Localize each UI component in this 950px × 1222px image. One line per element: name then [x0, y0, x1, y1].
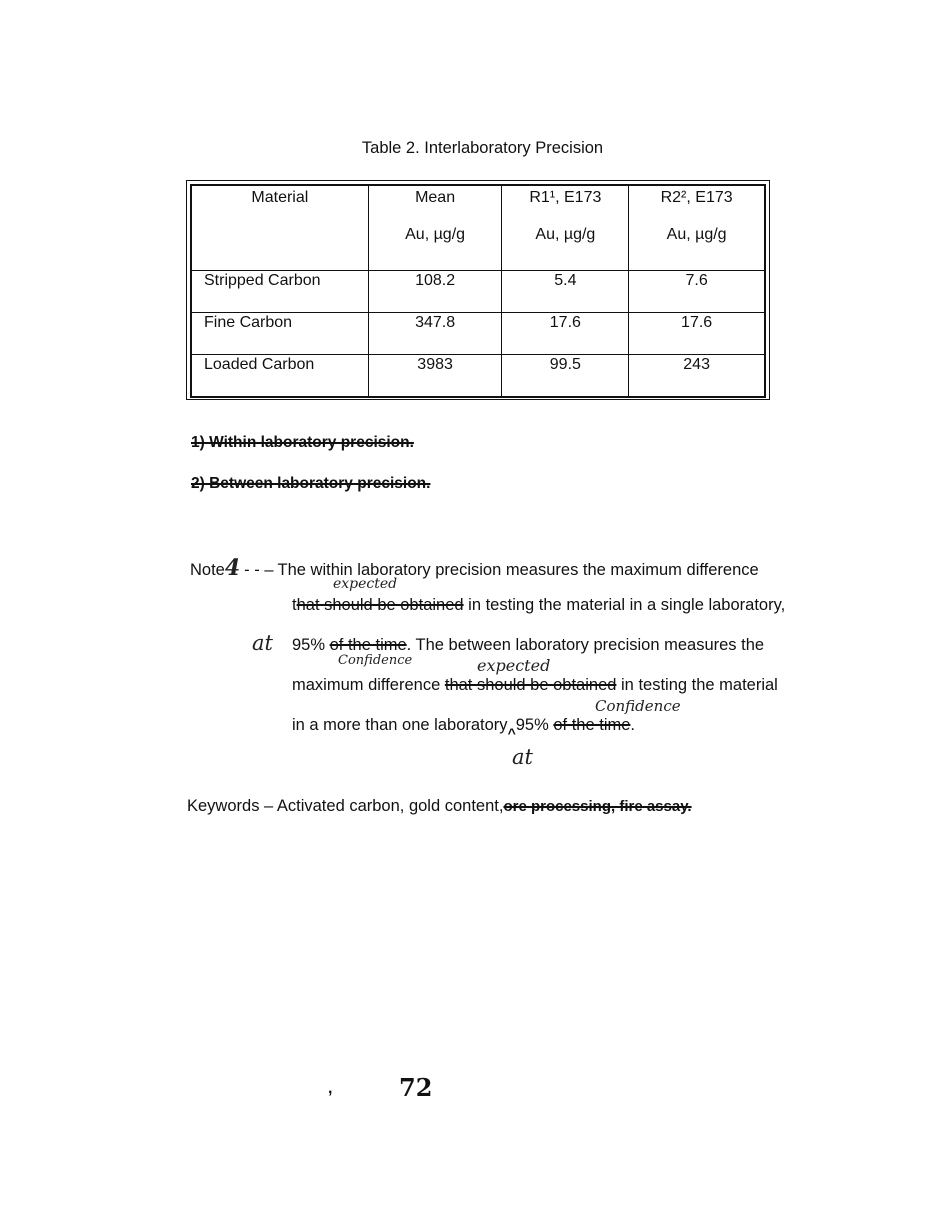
table-cell — [368, 313, 502, 355]
handwritten-at-2: at — [512, 745, 533, 769]
table-header-row — [191, 185, 765, 271]
table-cell — [502, 355, 629, 398]
note-line-5 — [292, 716, 636, 741]
note-line-2-end: in testing the material in a single laboratory, — [468, 596, 786, 614]
table-cell — [629, 271, 765, 313]
note-line-3-end: . The between laboratory precision measures the — [406, 636, 765, 654]
header-r1-unit: Au, µg/g — [535, 226, 596, 243]
handwritten-section-number: 4 — [224, 555, 241, 581]
table-cell — [629, 355, 765, 398]
table-cell — [368, 271, 502, 313]
header-mean — [368, 185, 502, 271]
struck-text: of the time — [553, 716, 631, 734]
note-line-4-start: maximum difference — [292, 676, 441, 694]
cell-text: 5.4 — [554, 272, 577, 289]
note-line-5-start: in a more than one laboratory — [292, 716, 508, 734]
footnote-1: 1) Within laboratory precision. — [191, 434, 414, 451]
keywords-label: Keywords – Activated carbon, gold content, — [187, 797, 504, 815]
cell-text: 347.8 — [415, 314, 456, 331]
cell-text: Loaded Carbon — [204, 356, 315, 373]
cell-text: 243 — [683, 356, 710, 373]
cell-text: 99.5 — [549, 356, 581, 373]
cell-text: Stripped Carbon — [204, 272, 321, 289]
precision-table — [190, 184, 766, 398]
header-r2 — [629, 185, 765, 271]
header-mean-unit: Au, µg/g — [405, 226, 466, 243]
table-cell — [368, 355, 502, 398]
note-line-5-end: . — [630, 716, 636, 734]
cell-text: 7.6 — [685, 272, 708, 289]
handwritten-confidence-1: Confidence — [338, 653, 413, 668]
handwritten-expected-2: expected — [477, 656, 551, 675]
table-cell — [502, 313, 629, 355]
table-cell — [502, 271, 629, 313]
table-cell — [629, 313, 765, 355]
note-line-2 — [292, 596, 785, 615]
note-line-4 — [292, 676, 778, 695]
note-line-1-text: The within laboratory precision measures the maximum difference — [277, 561, 759, 579]
note-dash: - - – — [244, 561, 274, 579]
struck-text: hat should be obtained — [296, 596, 464, 614]
table-cell — [191, 313, 368, 355]
header-material-label: Material — [251, 189, 309, 206]
table-cell — [191, 355, 368, 398]
struck-text: ore processing, fire assay. — [503, 798, 692, 815]
table-caption: Table 2. Interlaboratory Precision — [361, 139, 604, 157]
insertion-caret: ^ — [507, 725, 516, 741]
handwritten-at-1: at — [252, 631, 273, 655]
keywords-line — [187, 797, 692, 816]
note-line-3-start: 95% — [292, 636, 326, 654]
cell-text: Fine Carbon — [204, 314, 293, 331]
struck-text: of the time — [329, 636, 407, 654]
stray-mark: , — [328, 1080, 333, 1097]
note-label: Note — [190, 561, 225, 579]
header-r1 — [502, 185, 629, 271]
cell-text: 17.6 — [549, 314, 581, 331]
note-line-1 — [190, 555, 759, 581]
cell-text: 17.6 — [681, 314, 713, 331]
table-row — [191, 271, 765, 313]
handwritten-confidence-2: Confidence — [595, 697, 681, 715]
header-r2-unit: Au, µg/g — [666, 226, 727, 243]
page-number: 72 — [399, 1073, 433, 1102]
note-line-5-mid: 95% — [515, 716, 549, 734]
cell-text: 3983 — [417, 356, 453, 373]
cell-text: 108.2 — [415, 272, 456, 289]
note-line-2-start: t — [292, 596, 297, 614]
table-row — [191, 355, 765, 398]
header-r1-label: R1¹, E173 — [529, 189, 602, 206]
header-material — [191, 185, 368, 271]
precision-table-frame — [186, 180, 770, 400]
header-mean-label: Mean — [415, 189, 456, 206]
note-line-4-end: in testing the material — [621, 676, 778, 694]
handwritten-expected-1: expected — [333, 576, 398, 592]
table-cell — [191, 271, 368, 313]
header-r2-label: R2², E173 — [660, 189, 733, 206]
table-row — [191, 313, 765, 355]
struck-text: that should be obtained — [444, 676, 617, 694]
footnote-2: 2) Between laboratory precision. — [191, 475, 431, 492]
